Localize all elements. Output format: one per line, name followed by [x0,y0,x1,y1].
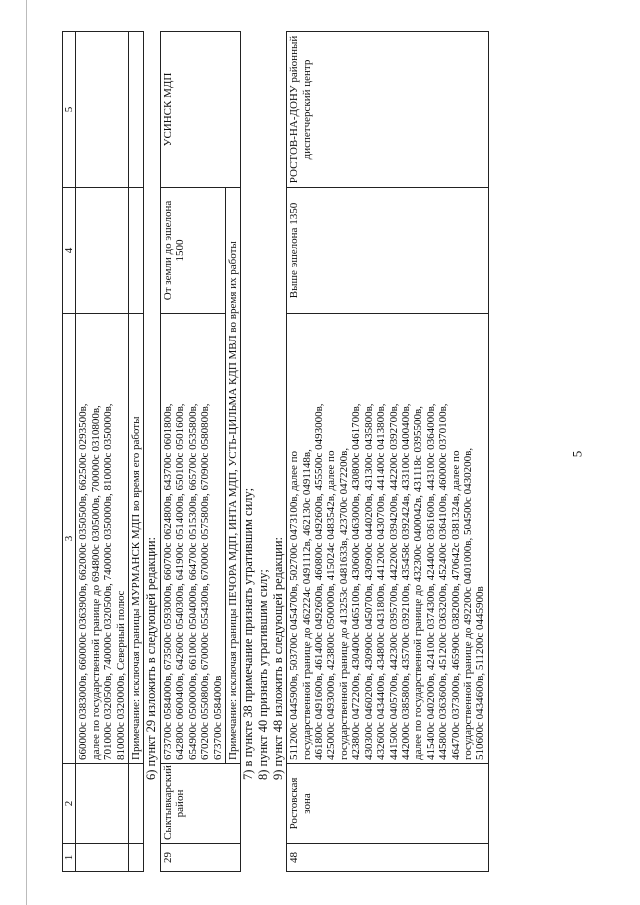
header-col-4: 4 [63,188,76,314]
page-number: 5 [569,450,585,458]
cell-empty [76,188,129,314]
binding-line [26,0,27,905]
unit-cell: РОСТОВ-НА-ДОНУ районный диспетчерский центр [287,32,489,188]
cell-empty [129,32,144,188]
boundaries-cell: 660000с 0383000в, 660000с 0363900в, 662000с 0350500в, 662500с 0293500в, далее по государственной границе до 694800с 0305000в, 700000с 0310800в, 701000с 0320500в, 740000с 0320500в, 740000с 0350000в, 810000с 0350000в, 810000с 0320000в, Северный полюс [76,314,129,764]
table-row-48 [286,31,489,872]
cell-empty [129,188,144,314]
row-number: 48 [287,844,489,872]
note-cell: Примечание: исключая границы ПЕЧОРА МДП, ИНТА МДП, УСТЬ-ЦИЛЬМА КДП МВЛ во время их работы [226,188,241,764]
header-col-1: 1 [63,844,76,872]
altitude-cell: От земли до эшелона 1500 [161,188,226,314]
cell-empty [129,764,144,844]
rotated-document-content [62,32,562,872]
cell-empty [129,844,144,872]
table-row [129,32,144,872]
unit-cell: УСИНСК МДП [161,32,241,188]
note-cell: Примечание: исключая границы МУРМАНСК МДП во время его работы [129,314,144,764]
header-col-5: 5 [63,32,76,188]
instruction-7: 7) в пункте 38 примечание признать утратившим силу; [241,487,256,780]
altitude-cell: Выше эшелона 1350 [287,188,489,314]
row-number: 29 [161,844,241,872]
cell-empty [76,764,129,844]
header-col-2: 2 [63,764,76,844]
instruction-6: 6) пункт 29 изложить в следующей редакции: [144,537,159,780]
table-row-29 [160,31,241,872]
region-name: Ростовская зона [287,764,489,844]
table-top-block [62,31,144,872]
region-name: Сыктывкарский район [161,764,241,844]
boundaries-cell: 673700с 0584000в, 673500с 0593000в, 660700с 0624800в, 643700с 0601800в, 642800с 0600400в, 642600с 0540300в, 641900с 0514000в, 650100с 0501600в, 654900с 0500000в, 661000с 0504000в, 664700с 0515300в, 665700с 0535800в, 670200с 0550800в, 670000с 0554300в, 670000с 0575800в, 670900с 0580800в, 673700с 0584000в [161,314,226,764]
instruction-8: 8) пункт 40 признать утратившим силу; [256,569,271,780]
table-row [287,32,489,872]
instruction-9: 9) пункт 48 изложить в следующей редакции: [270,537,285,780]
cell-empty [76,844,129,872]
table-row [161,32,226,872]
cell-empty [76,32,129,188]
header-col-3: 3 [63,314,76,764]
boundaries-cell: 511200с 0445900в, 503700с 0454700в, 502700с 0473100в, далее по государственной границе до 462224с 0491112в, 462130с 0491148в, 461800с 0491600в, 461400с 0492600в, 460800с 0492600в, 455500с 0493000в, 425000с 0493000в, 423800с 0500000в, 415024с 0483542в, далее по государственной границе до 413253с 0481633в, 423700с 0472200в, 423800с 0472200в, 430400с 0465100в, 430600с 0463000в, 430800с 0461700в, 430300с 0460200в, 430900с 0450700в, 430900с 0440200в, 431300с 0435800в, 432600с 0434400в, 434800с 0431800в, 441200с 0430700в, 441400с 0413800в, 441500с 0405700в, 442300с 0395700в, 442200с 0394200в, 442200с 0392700в, 442000с 0385800в, 435700с 0392100в, 435458с 0392424в, 433100с 0400400в, далее по государственной границе до 432300с 0400042в, 431118с 0395500в, 415400с 0402000в, 424100с 0374300в, 424400с 0361600в, 443100с 0364000в, 445800с 0363600в, 451200с 0363200в, 452400с 0364100в, 460000с 0370100в, 464700с 0373000в, 465900с 0382000в, 470642с 0381324в, далее по государственной границе до 492200с 0401000в, 504500с 0430200в, 510600с 0434600в, 511200с 0445900в [287,314,489,764]
table-header-row [63,32,76,872]
table-row [76,32,129,872]
